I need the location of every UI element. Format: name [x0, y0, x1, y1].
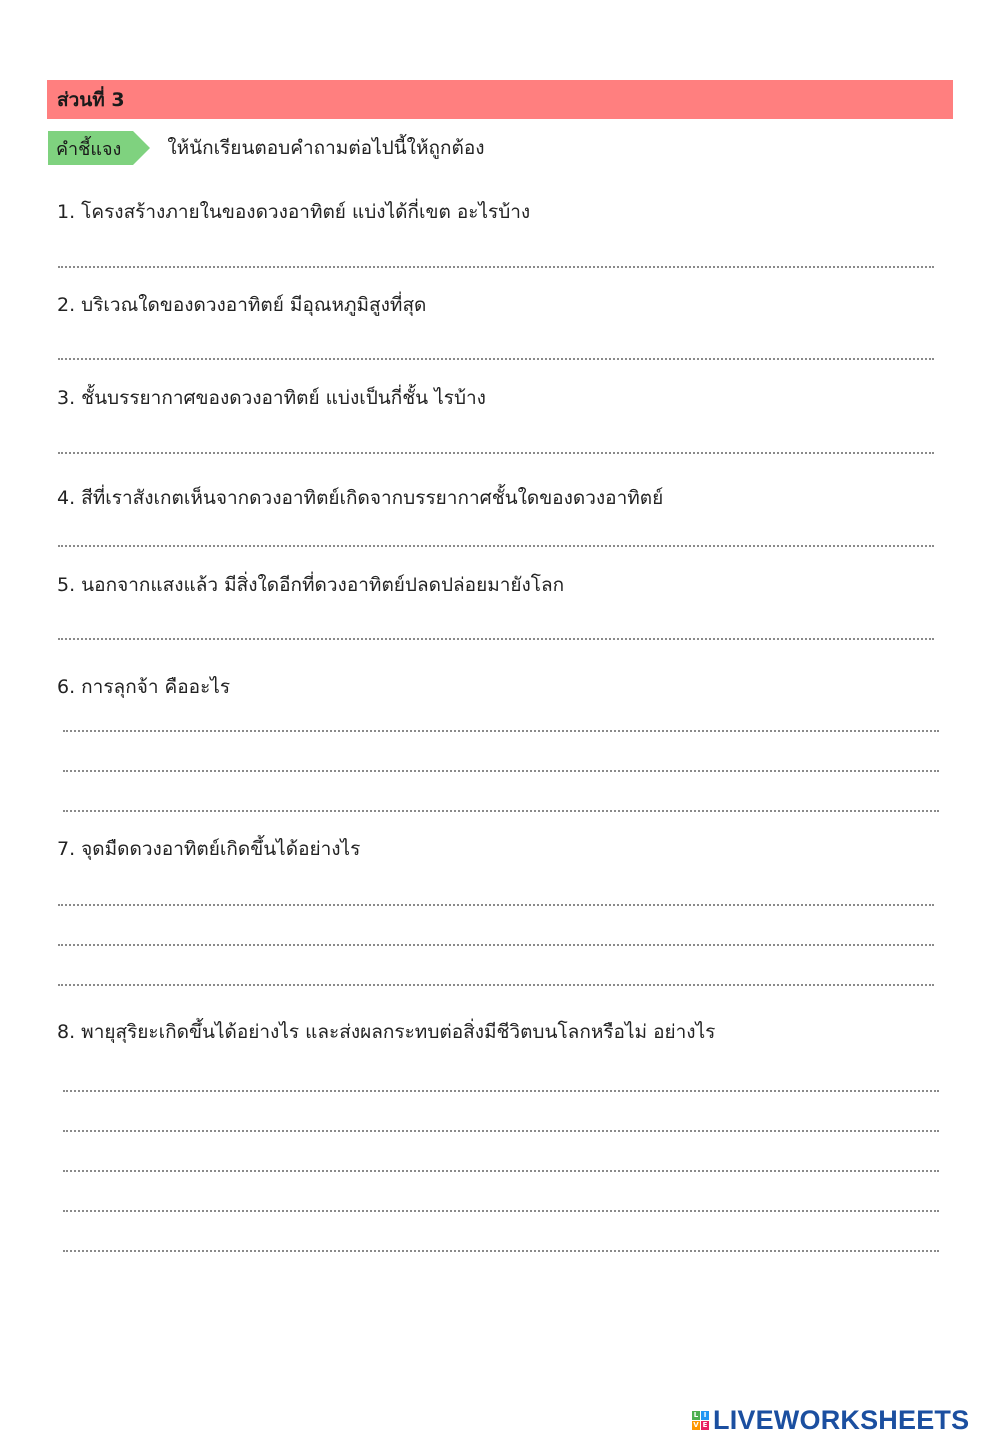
answer-line-7-2[interactable]: [58, 944, 934, 946]
answer-line-4-1[interactable]: [58, 545, 934, 547]
answer-line-6-2[interactable]: [63, 770, 939, 772]
logo-letter-e: E: [702, 1421, 708, 1429]
logo-text: LIVEWORKSHEETS: [713, 1405, 970, 1435]
question-5: 5. นอกจากแสงแล้ว มีสิ่งใดอีกที่ดวงอาทิตย์ปลดปล่อยมายังโลก: [57, 574, 565, 596]
question-6: 6. การลุกจ้า คืออะไร: [57, 676, 231, 698]
answer-line-8-5[interactable]: [63, 1250, 939, 1252]
logo-letter-v: V: [693, 1421, 699, 1429]
section-title: ส่วนที่ 3: [57, 88, 125, 111]
answer-line-5-1[interactable]: [58, 638, 934, 640]
answer-line-8-4[interactable]: [63, 1210, 939, 1212]
answer-line-6-1[interactable]: [63, 730, 939, 732]
answer-line-8-3[interactable]: [63, 1170, 939, 1172]
instruction-label-text: คำชี้แจง: [56, 138, 122, 160]
instruction-text: ให้นักเรียนตอบคำถามต่อไปนี้ให้ถูกต้อง: [167, 137, 485, 159]
section-header: [47, 80, 953, 119]
logo-letter-i: I: [701, 1411, 709, 1420]
answer-line-7-1[interactable]: [58, 904, 934, 906]
instruction-row: [48, 131, 485, 165]
answer-line-8-1[interactable]: [63, 1090, 939, 1092]
answer-line-7-3[interactable]: [58, 984, 934, 986]
question-4: 4. สีที่เราสังเกตเห็นจากดวงอาทิตย์เกิดจากบรรยากาศชั้นใดของดวงอาทิตย์: [57, 487, 664, 509]
answer-line-8-2[interactable]: [63, 1130, 939, 1132]
question-2: 2. บริเวณใดของดวงอาทิตย์ มีอุณหภูมิสูงที่สุด: [57, 294, 427, 316]
question-3: 3. ชั้นบรรยากาศของดวงอาทิตย์ แบ่งเป็นกี่ชั้น ไรบ้าง: [57, 387, 486, 409]
answer-line-3-1[interactable]: [58, 452, 934, 454]
instruction-label: [48, 131, 133, 165]
logo-letter-l: L: [693, 1411, 699, 1419]
question-1: 1. โครงสร้างภายในของดวงอาทิตย์ แบ่งได้กี่เขต อะไรบ้าง: [57, 201, 531, 223]
question-8: 8. พายุสุริยะเกิดขึ้นได้อย่างไร และส่งผลกระทบต่อสิ่งมีชีวิตบนโลกหรือไม่ อย่างไร: [57, 1021, 716, 1043]
logo-mark-icon: [692, 1411, 709, 1430]
liveworksheets-logo: [692, 1405, 969, 1436]
answer-line-1-1[interactable]: [58, 266, 934, 268]
answer-line-2-1[interactable]: [58, 358, 934, 360]
question-7: 7. จุดมืดดวงอาทิตย์เกิดขึ้นได้อย่างไร: [57, 838, 361, 860]
answer-line-6-3[interactable]: [63, 810, 939, 812]
